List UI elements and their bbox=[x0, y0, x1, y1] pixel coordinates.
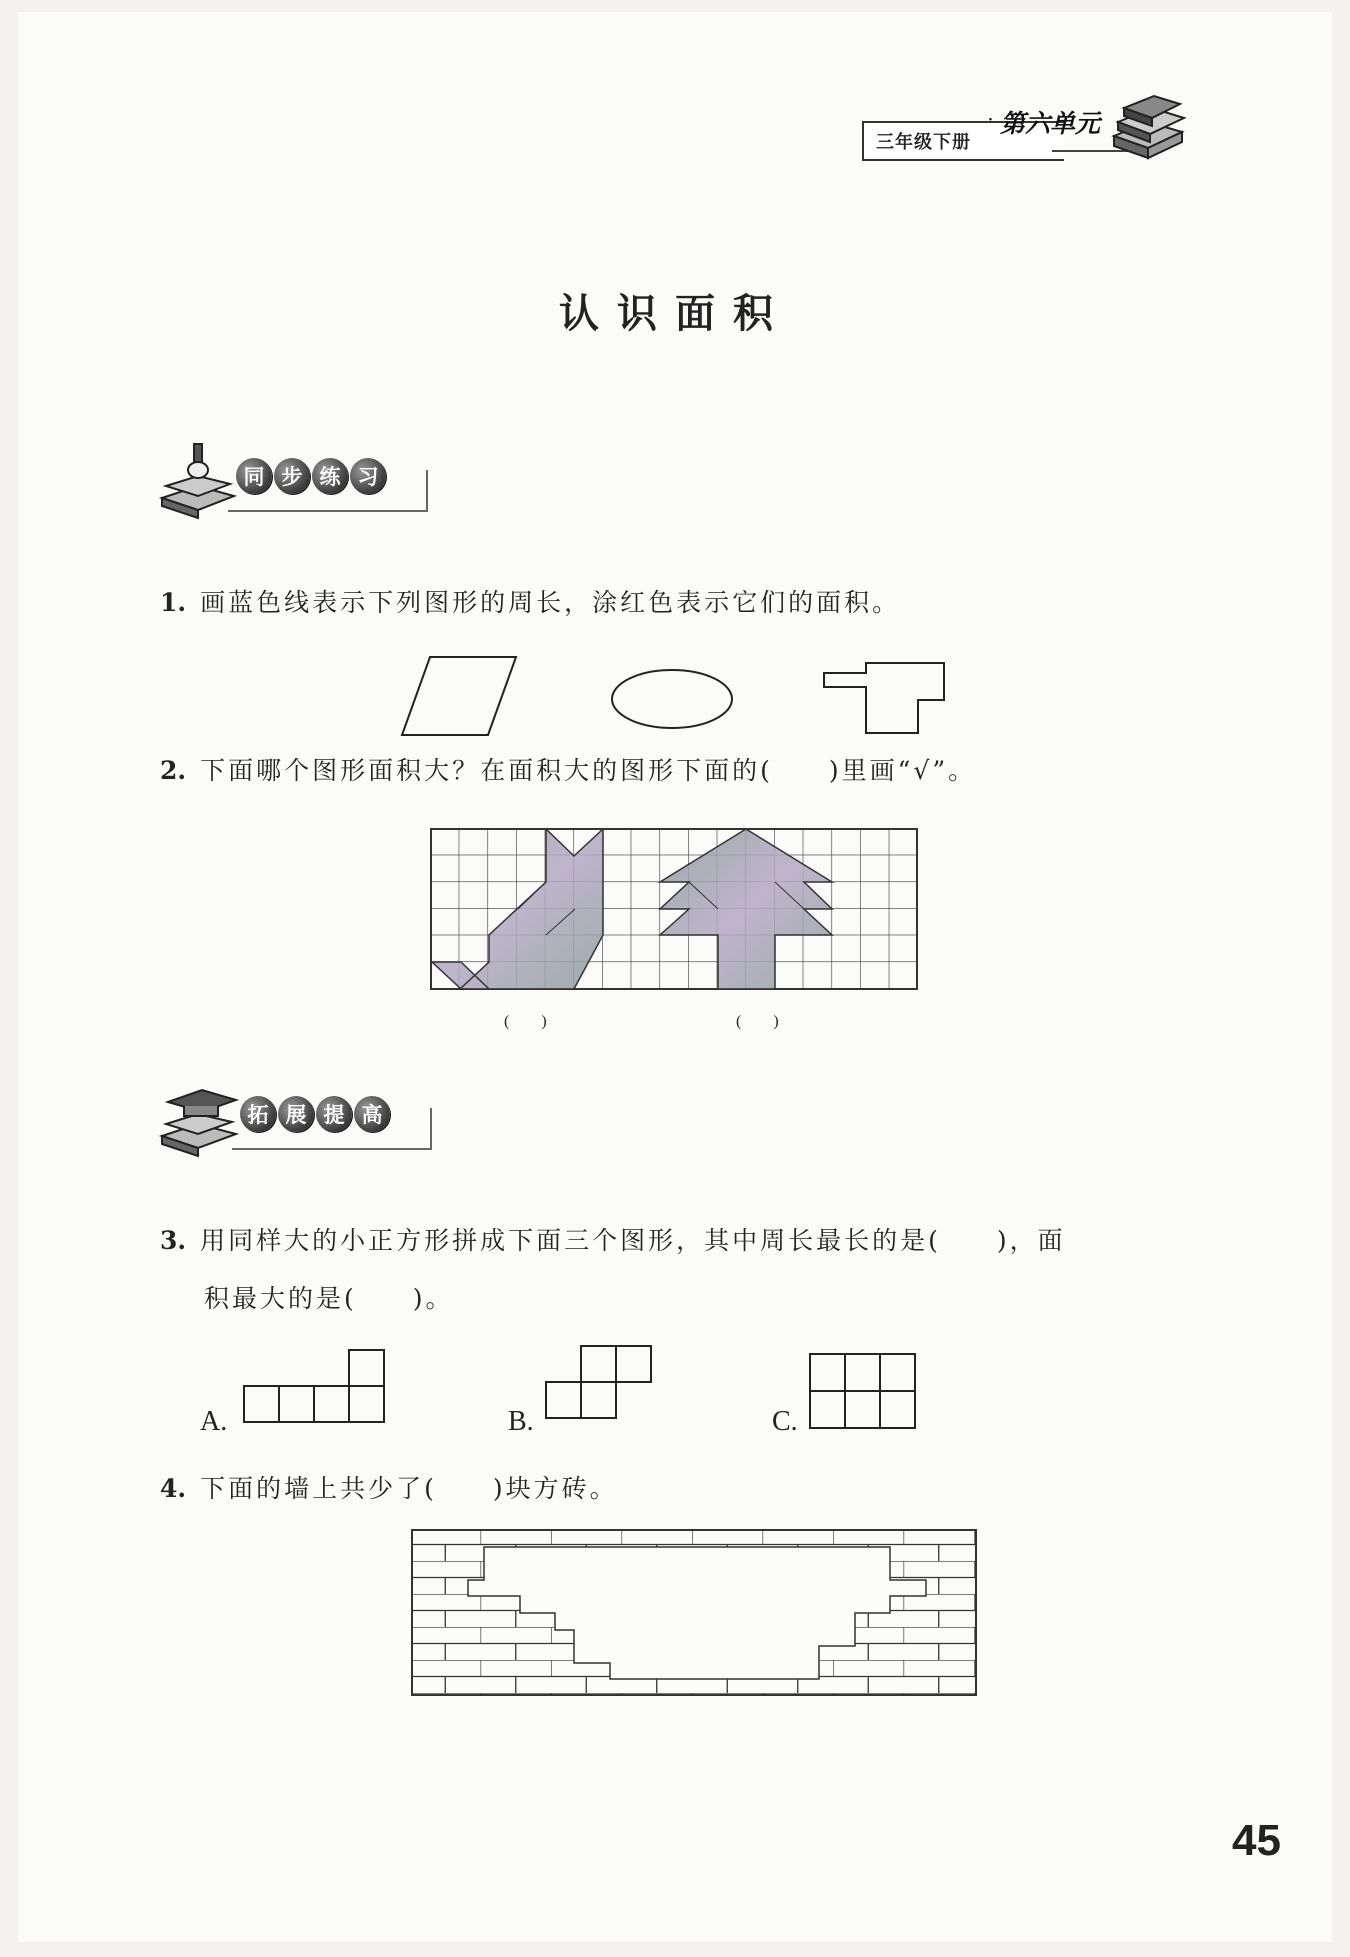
option-b-figure bbox=[544, 1340, 656, 1424]
q1-shapes bbox=[400, 655, 960, 740]
question-1 bbox=[160, 590, 900, 615]
question-text: 画蓝色线表示下列图形的周长，涂红色表示它们的面积。 bbox=[200, 588, 901, 617]
page-number: 45 bbox=[1232, 1816, 1281, 1865]
ellipse-shape bbox=[612, 670, 732, 728]
composite-shape bbox=[824, 663, 944, 733]
q2-grid bbox=[430, 828, 920, 992]
question-text: 下面哪个图形面积大？在面积大的图形下面的( )里画“√”。 bbox=[200, 756, 977, 785]
option-c-label: C. bbox=[772, 1406, 798, 1437]
section-heading-extension bbox=[240, 1096, 390, 1132]
option-a-label: A. bbox=[200, 1406, 228, 1437]
section-badge: 习 bbox=[350, 458, 386, 494]
section-badge: 拓 bbox=[240, 1096, 276, 1132]
graduation-cap-icon bbox=[158, 1080, 242, 1160]
question-number: 2. bbox=[160, 756, 187, 785]
question-4 bbox=[160, 1476, 618, 1501]
question-2 bbox=[160, 758, 976, 783]
page-title: 认识面积 bbox=[559, 290, 791, 337]
question-number: 3. bbox=[160, 1226, 187, 1255]
section-badge: 步 bbox=[274, 458, 310, 494]
question-text: 用同样大的小正方形拼成下面三个图形，其中周长最长的是( )，面 bbox=[200, 1226, 1066, 1255]
answer-blank-tree[interactable]: ( ) bbox=[736, 1013, 779, 1030]
section-badge: 同 bbox=[236, 458, 272, 494]
header-dot: · bbox=[988, 112, 993, 128]
question-3-line-2: 积最大的是( )。 bbox=[204, 1284, 454, 1313]
option-c-figure bbox=[808, 1350, 920, 1434]
question-number: 1. bbox=[160, 588, 187, 617]
question-3 bbox=[160, 1228, 1066, 1253]
option-b-label: B. bbox=[508, 1406, 534, 1437]
question-number: 4. bbox=[160, 1474, 187, 1503]
question-text: 下面的墙上共少了( )块方砖。 bbox=[200, 1474, 618, 1503]
section-badge: 展 bbox=[278, 1096, 314, 1132]
option-a-figure bbox=[242, 1344, 390, 1426]
grade-label: 三年级下册 bbox=[876, 132, 971, 153]
section-badge: 高 bbox=[354, 1096, 390, 1132]
unit-label: 第六单元 bbox=[1000, 109, 1101, 138]
books-icon bbox=[1108, 92, 1188, 162]
brick-wall bbox=[410, 1528, 982, 1702]
section-badge: 提 bbox=[316, 1096, 352, 1132]
section-badge: 练 bbox=[312, 458, 348, 494]
section-heading-practice bbox=[236, 458, 386, 494]
parallelogram-shape bbox=[402, 657, 516, 735]
answer-blank-rabbit[interactable]: ( ) bbox=[504, 1013, 547, 1030]
lamp-books-icon bbox=[158, 440, 238, 520]
